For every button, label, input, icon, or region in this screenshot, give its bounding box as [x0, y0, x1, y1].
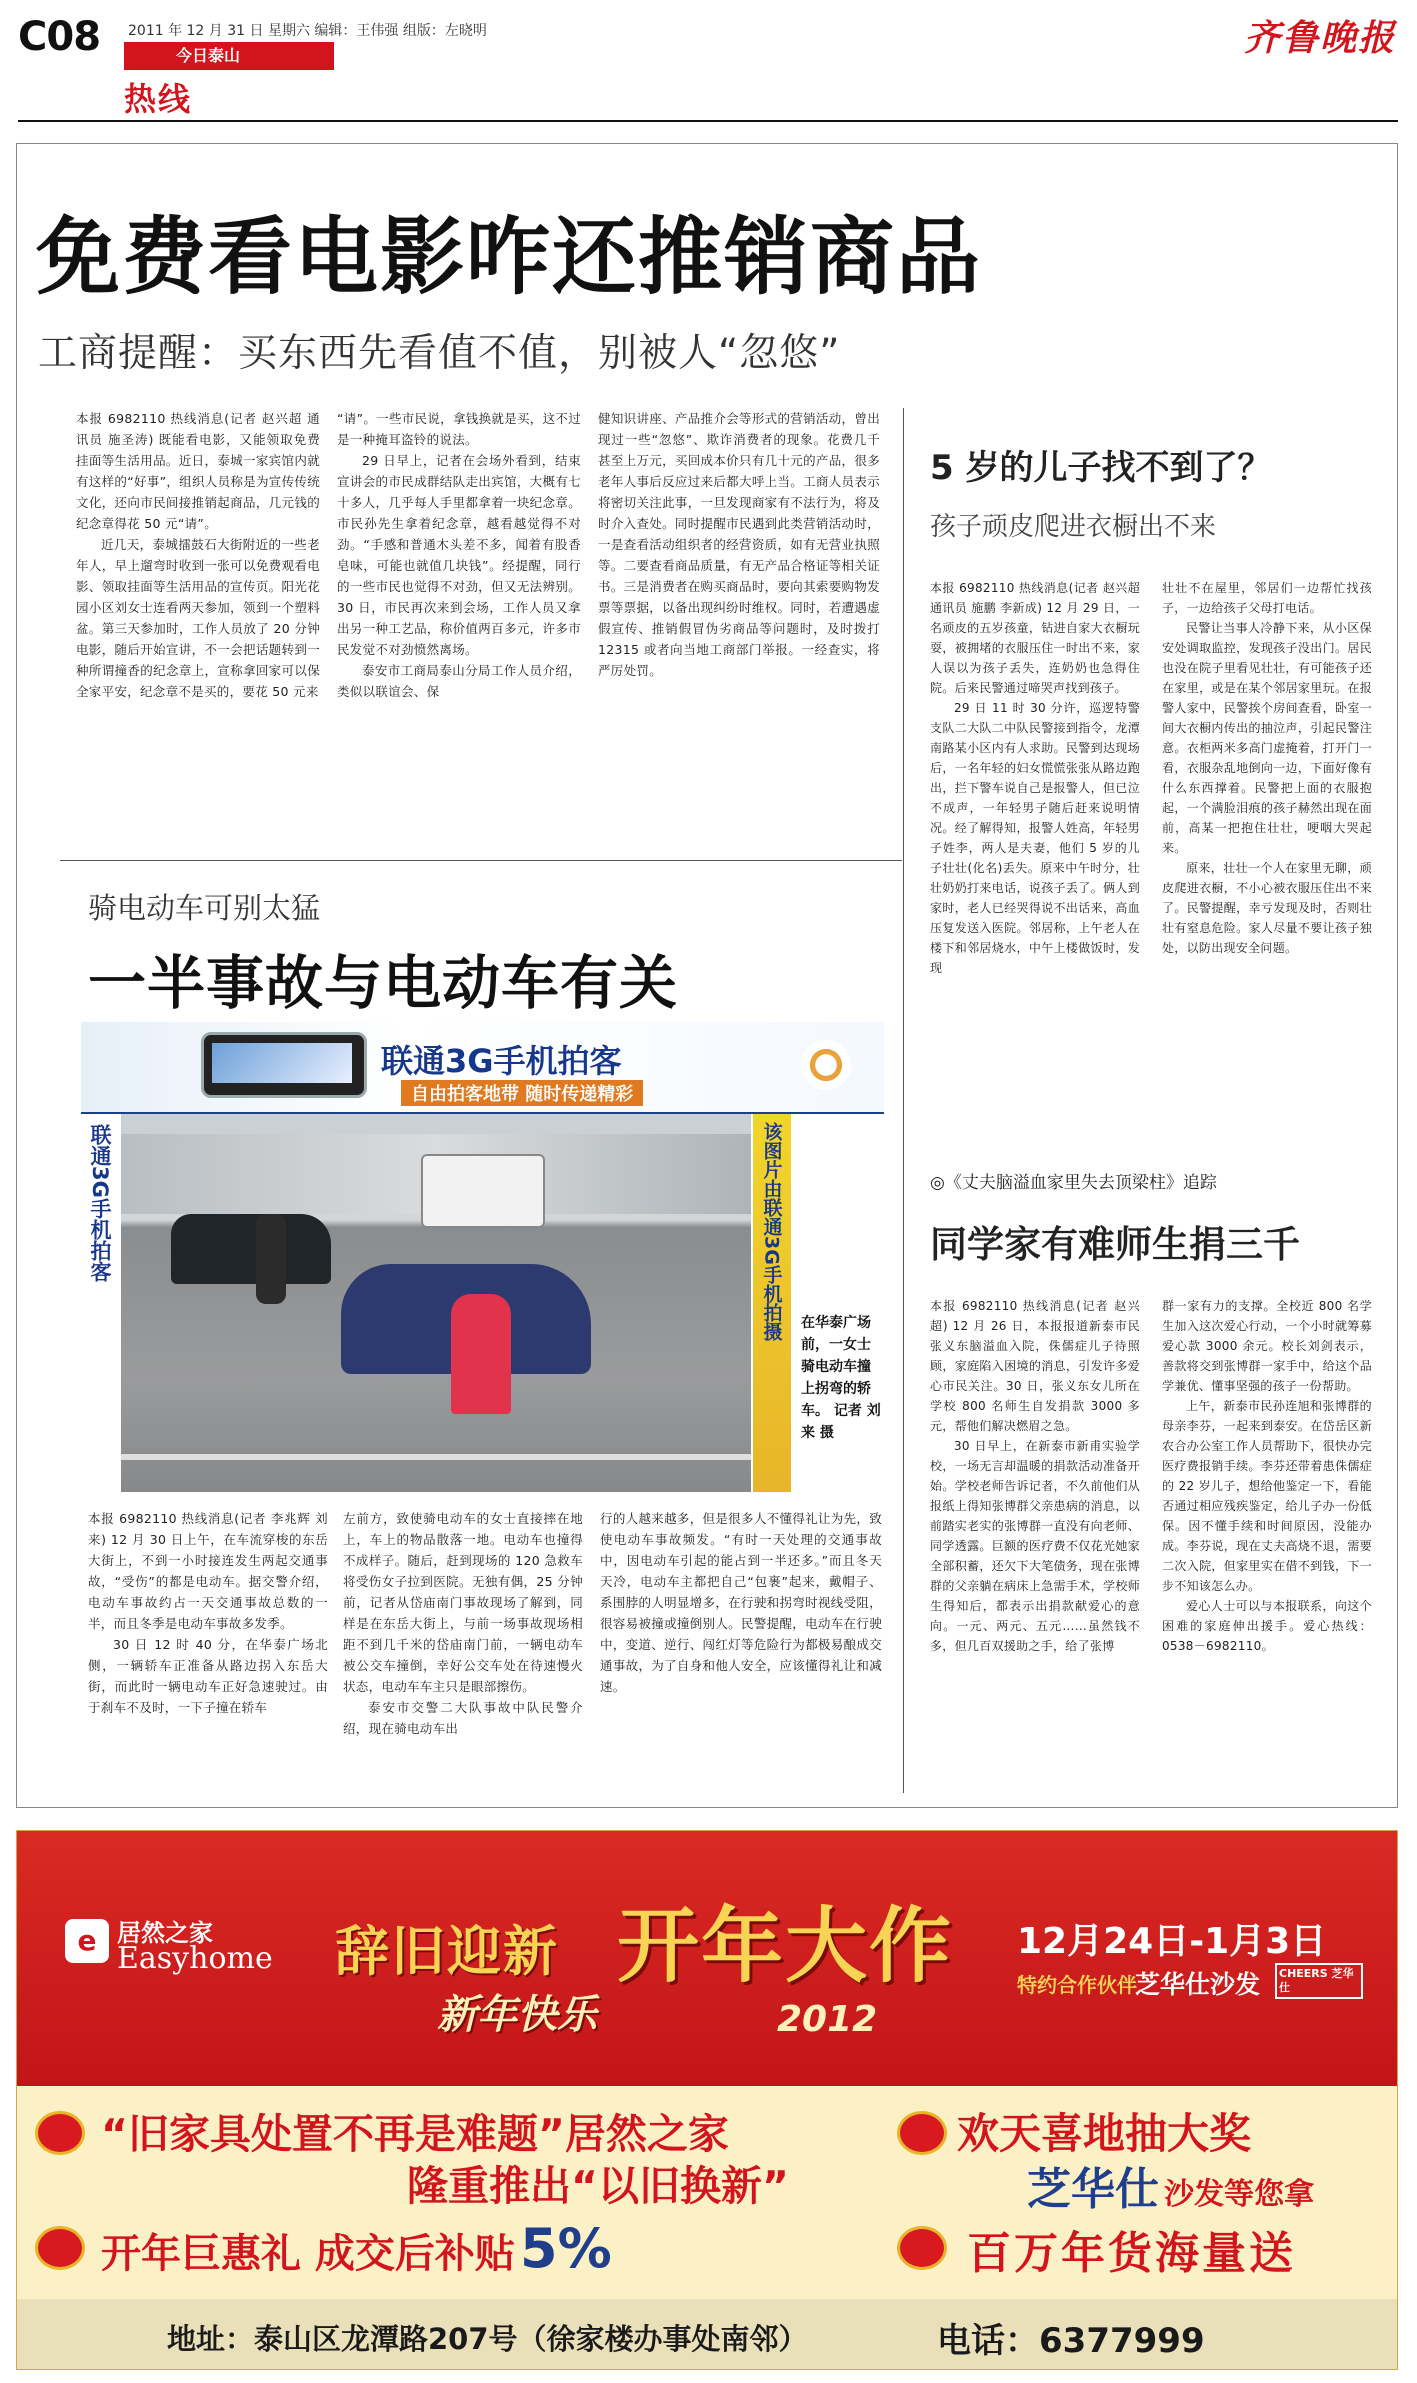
side-story-1-col-2 — [1162, 578, 1372, 1138]
dark-sedan — [171, 1214, 331, 1284]
lantern-icon — [35, 2226, 85, 2270]
header-divider — [18, 120, 1398, 122]
partner-prefix: 特约合作伙伴 — [1017, 1973, 1137, 1997]
partner-name: 芝华仕沙发 — [1135, 1970, 1261, 1999]
unicom-logo-icon — [801, 1040, 851, 1090]
side-story-2-kicker: ◎《丈夫脑溢血家里失去顶梁柱》追踪 — [930, 1173, 1217, 1193]
side-story-2-col-1 — [930, 1296, 1140, 1796]
paragraph: 群一家有力的支撑。全校近 800 名学生加入这次爱心行动，一个小时就筹募爱心款 3000 余元。校长刘剑表示，善款将交到张博群一家手中，给这个品学兼优、懂事坚强的孩子一份帮助。 — [1162, 1299, 1372, 1393]
side-story-1-headline: 5 岁的儿子找不到了？ — [930, 448, 1272, 488]
bus — [421, 1154, 545, 1228]
paragraph: 健知识讲座、产品推介会等形式的营销活动，曾出现过一些“忽悠”、欺诈消费者的现象。花费几千甚至上万元，买回成本价只有几十元的产品，很多老年人事后反应过来后都大呼上当。工商人员表示将密切关注此事，一旦发现商家有不法行为，将及时介入查处。同时提醒市民遇到此类营销活动时，一是查看活动组织者的经营资质，如有无营业执照等。二要查看商品质量，有无产品合格证等相关证书。三是消费者在购买商品时，要向其索要购物发票等票据，以备出现纠纷时维权。同时，若遭遇虚假宣传、推销假冒伪劣商品等问题时，及时拨打 12315 或者向当地工商部门举报。一经查实，将严厉处罚。 — [598, 411, 880, 678]
page-number: C08 — [18, 14, 101, 60]
date-line: 2011 年 12 月 31 日 星期六 编辑：王伟强 组版：左晓明 — [128, 23, 487, 39]
main-story-col-3 — [598, 408, 880, 822]
ad-address-band — [17, 2299, 1398, 2370]
paragraph: 爱心人士可以与本报联系，向这个困难的家庭伸出援手。爱心热线：0538－6982110。 — [1162, 1599, 1372, 1653]
page-header — [0, 0, 1417, 125]
campaign-line-1: 辞旧迎新 — [335, 1920, 559, 1983]
photo-side-strip-right — [753, 1114, 791, 1492]
promo-right-line-1: 欢天喜地抽大奖 — [957, 2109, 1252, 2158]
photo-banner-title: 联通3G手机拍客 — [381, 1042, 622, 1080]
brand-name-en: Easyhome — [117, 1941, 273, 1976]
year-badge: 2012 — [777, 1999, 878, 2040]
traffic-accident-photo — [121, 1114, 751, 1492]
paragraph: 泰安市工商局泰山分局工作人员介绍，类似以联谊会、保 — [337, 663, 581, 699]
promo-right-line-3: 百万年货海量送 — [967, 2228, 1296, 2279]
brand-name-cn: 居然之家 — [117, 1919, 213, 1947]
easyhome-logo-icon: e — [65, 1919, 109, 1963]
paragraph: 近几天，泰城擂鼓石大街附近的一些老年人，早上遛弯时收到一张可以免费观看电影、领取挂面等生活用品的宣传页。阳光花园小区刘女士连看两天参加，领到一个塑料盆。第三天参加时，工作人员放了 20 分钟电影，随后开始宣讲，不一会把话题转到一种所谓撞香的纪念章上，宣称拿回家可以保全家平安，纪念章不是买的，要花 50 元来 — [76, 537, 320, 699]
ebike-story-col-1 — [88, 1508, 328, 1798]
easyhome-advertisement — [16, 1830, 1398, 2370]
paragraph: 30 日 12 时 40 分，在华泰广场北侧，一辆轿车正准备从路边拐入东岳大街，而此时一辆电动车正好急速驶过。由于刹车不及时，一下子撞在轿车 — [88, 1637, 328, 1715]
main-subhead: 工商提醒：买东西先看值不值，别被人“忽悠” — [38, 331, 841, 376]
main-story-col-2 — [337, 408, 581, 822]
date-range: 12月24日-1月3日 — [1017, 1921, 1327, 1962]
paragraph: 本报 6982110 热线消息(记者 李兆辉 刘来) 12 月 30 日上午，在车流穿梭的东岳大街上，不到一小时接连发生两起交通事故，“受伤”的都是电动车。据交警介绍，电动车事故约占一天交通事故总数的一半，而且冬季是电动车事故多发季。 — [88, 1511, 328, 1631]
paragraph: “请”。一些市民说，拿钱换就是买，这不过是一种掩耳盗铃的说法。 — [337, 411, 581, 447]
promo-left-line-3 — [101, 2217, 612, 2280]
promo-left-line-1: “旧家具处置不再是难题”居然之家 — [101, 2110, 729, 2158]
photo-side-label-left: 联通3G手机拍客 — [88, 1124, 112, 1282]
side-story-2-headline: 同学家有难师生捐三千 — [930, 1223, 1300, 1266]
paragraph: 本报 6982110 热线消息(记者 赵兴超 通讯员 施鹏 李新成) 12 月 29 日，一名顽皮的五岁孩童，钻进自家大衣橱玩耍，被拥堵的衣服压住一时出不来，家人误以为孩子丢失，连奶奶也急得住院。后来民警通过啼哭声找到孩子。 — [930, 581, 1140, 695]
road-marking — [121, 1454, 751, 1460]
paragraph: 30 日早上，在新泰市新甫实验学校，一场无言却温暖的捐款活动准备开始。学校老师告诉记者，不久前他们从报纸上得知张博群父亲患病的消息，以前踏实老实的张博群一直没有向老师、同学透露。巨额的医疗费不仅花光她家全部积蓄，还欠下大笔债务，现在张博群的父亲躺在病床上急需手术，学校师生得知后，都表示出捐款献爱心的意向。一元、两元、五元……虽然钱不多，但几百双援助之手，给了张博 — [930, 1439, 1140, 1653]
new-year-greeting: 新年快乐 — [437, 1992, 597, 2038]
promo-left-line-2: 隆重推出“以旧换新” — [407, 2162, 789, 2210]
paragraph: 民警让当事人冷静下来，从小区保安处调取监控，发现孩子没出门。居民也没在院子里看见壮壮，有可能孩子还在家里，或是在某个邻居家里玩。在报警人家中，民警挨个房间查看，卧室一间大衣橱内传出的抽泣声，引起民警注意。衣柜两米多高门虚掩着，打开门一看，衣服杂乱地倒向一边，下面好像有什么东西撑着。民警把上面的衣服抱起，一个满脸泪痕的孩子赫然出现在面前，高某一把抱住壮壮，哽咽大哭起来。 — [1162, 621, 1372, 855]
paragraph: 泰安市交警二大队事故中队民警介绍，现在骑电动车出 — [343, 1700, 583, 1736]
section-divider — [60, 860, 902, 861]
photo-side-strip-left — [81, 1114, 119, 1492]
paragraph: 本报 6982110 热线消息(记者 赵兴超 通讯员 施圣涛) 既能看电影，又能领取免费挂面等生活用品。近日，泰城一家宾馆内就有这样的“好事”，组织人员称是为宣传传统文化，还向市民间接推销起商品，几元钱的纪念章得花 50 元“请”。 — [76, 411, 320, 531]
pedestrian — [256, 1214, 286, 1304]
side-story-1-subhead: 孩子顽皮爬进衣橱出不来 — [930, 512, 1217, 542]
paragraph: 上午，新泰市民孙连旭和张博群的母亲李芬，一起来到泰安。在岱岳区新农合办公室工作人员帮助下，很快办完医疗费报销手续。李芬还带着患侏儒症的 22 岁儿子，想给他鉴定一下，看能否通过相应残疾鉴定，给儿子办一份低保。因不懂手续和时间原因，没能办成。李芬说，现在丈夫高烧不退，需要二次入院，但家里实在借不到钱，下一步不知该怎么办。 — [1162, 1399, 1372, 1593]
paragraph: 29 日早上，记者在会场外看到，结束宣讲会的市民成群结队走出宾馆，大概有七十多人，几乎每人手里都拿着一块纪念章。市民孙先生拿着纪念章，越看越觉得不对劲。“手感和普通木头差不多，闻着有股香皂味，可能也就值几块钱”。经提醒，同行的一些市民也觉得不对劲，但又无法辨别。30 日，市民再次来到会场，工作人员又拿出另一种工艺品，称价值两百多元，许多市民发觉不对劲愤然离场。 — [337, 453, 581, 657]
paragraph: 本报 6982110 热线消息(记者 赵兴超) 12 月 26 日，本报报道新泰市民张义东脑溢血入院，侏儒症儿子待照顾，家庭陷入困境的消息，引发许多爱心市民关注。30 日，张义东女儿所在学校 800 名师生自发捐款 3000 多元，帮他们解决燃眉之急。 — [930, 1299, 1140, 1433]
masthead-logo: 齐鲁晚报 — [1244, 17, 1397, 59]
column-divider — [903, 408, 904, 1793]
promo-left-line-3-percent: 5% — [520, 2217, 612, 2280]
photo-banner-subtitle: 自由拍客地带 随时传递精彩 — [401, 1080, 643, 1106]
ebike-story-col-2 — [343, 1508, 583, 1798]
lantern-icon — [897, 2111, 947, 2155]
ebike-headline: 一半事故与电动车有关 — [88, 949, 679, 1017]
photo-side-label-right: 该图片由联通3G手机拍摄 — [760, 1122, 783, 1341]
ebike-kicker: 骑电动车可别太猛 — [88, 891, 321, 925]
side-story-1-col-1 — [930, 578, 1140, 1138]
side-story-2-col-2 — [1162, 1296, 1372, 1796]
section-tag: 今日泰山 — [124, 42, 334, 70]
news-photo-block — [81, 1022, 884, 1492]
ad-address: 地址：泰山区龙潭路207号（徐家楼办事处南邻） — [167, 2322, 808, 2356]
photo-banner — [81, 1022, 884, 1114]
promo-right-line-2-brand: 芝华仕 — [1027, 2164, 1159, 2215]
promo-left-line-3-text: 开年巨惠礼 成交后补贴 — [101, 2231, 515, 2277]
lantern-icon — [897, 2226, 947, 2270]
ebike-story-col-3 — [600, 1508, 882, 1798]
paragraph: 原来，壮壮一个人在家里无聊，顽皮爬进衣橱，不小心被衣服压住出不来了。民警提醒，幸亏发现及时，否则壮壮有窒息危险。家人尽量不要让孩子独处，以防出现安全问题。 — [1162, 861, 1372, 955]
phone-icon — [201, 1032, 367, 1098]
main-story-col-1 — [76, 408, 320, 822]
paragraph: 壮壮不在屋里，邻居们一边帮忙找孩子，一边给孩子父母打电话。 — [1162, 581, 1372, 615]
paragraph: 左前方，致使骑电动车的女士直接摔在地上，车上的物品散落一地。电动车也撞得不成样子。随后，赶到现场的 120 急救车将受伤女子拉到医院。无独有偶，25 分钟前，记者从岱庙南门事故现场了解到，同样是在东岳大街上，与前一场事故现场相距不到几千米的岱庙南门前，一辆电动车被公交车撞倒，幸好公交车处在待速慢火状态，电动车车主只是眼部擦伤。 — [343, 1511, 583, 1694]
promo-right-line-2-text: 沙发等您拿 — [1164, 2177, 1315, 2212]
partner-logo: CHEERS 芝华仕 — [1275, 1963, 1363, 1999]
main-headline: 免费看电影咋还推销商品 — [36, 208, 983, 306]
campaign-line-2: 开年大作 — [617, 1899, 954, 1994]
paragraph: 行的人越来越多，但是很多人不懂得礼让为先，致使电动车事故频发。“有时一天处理的交通事故中，因电动车引起的能占到一半还多。”而且冬天天冷，电动车主都把自己“包裹”起来，戴帽子、系围脖的人明显增多，在行驶和拐弯时视线受阻，很容易被撞或撞倒别人。民警提醒，电动车在行驶中，变道、逆行、闯红灯等危险行为都极易酿成交通事故，为了自身和他人安全，应该懂得礼让和减速。 — [600, 1511, 882, 1694]
promo-right-line-2 — [1027, 2153, 1314, 2217]
ad-phone: 电话：6377999 — [937, 2321, 1205, 2361]
paragraph: 29 日 11 时 30 分许，巡逻特警支队二大队二中队民警接到指令，龙潭南路某小区内有人求助。民警到达现场后，一名年轻的妇女慌慌张张从路边跑出，拦下警车说自己是报警人，但已泣不成声，一年轻男子随后赶来说明情况。经了解得知，报警人姓高，年轻男子姓李，两人是夫妻，他们 5 岁的儿子壮壮(化名)丢失。原来中午时分，壮壮奶奶打来电话，说孩子丢了。俩人到家时，老人已经哭得说不出话来，高血压复发送入医院。邻居称，上午老人在楼下和邻居烧水，中午上楼做饭时，发现 — [930, 701, 1140, 975]
scooter-rider — [451, 1294, 511, 1414]
photo-caption: 在华泰广场前，一女士骑电动车撞上拐弯的轿车。 记者 刘来 摄 — [801, 1315, 881, 1441]
lantern-icon — [35, 2111, 85, 2155]
section-name: 热线 — [124, 80, 193, 118]
